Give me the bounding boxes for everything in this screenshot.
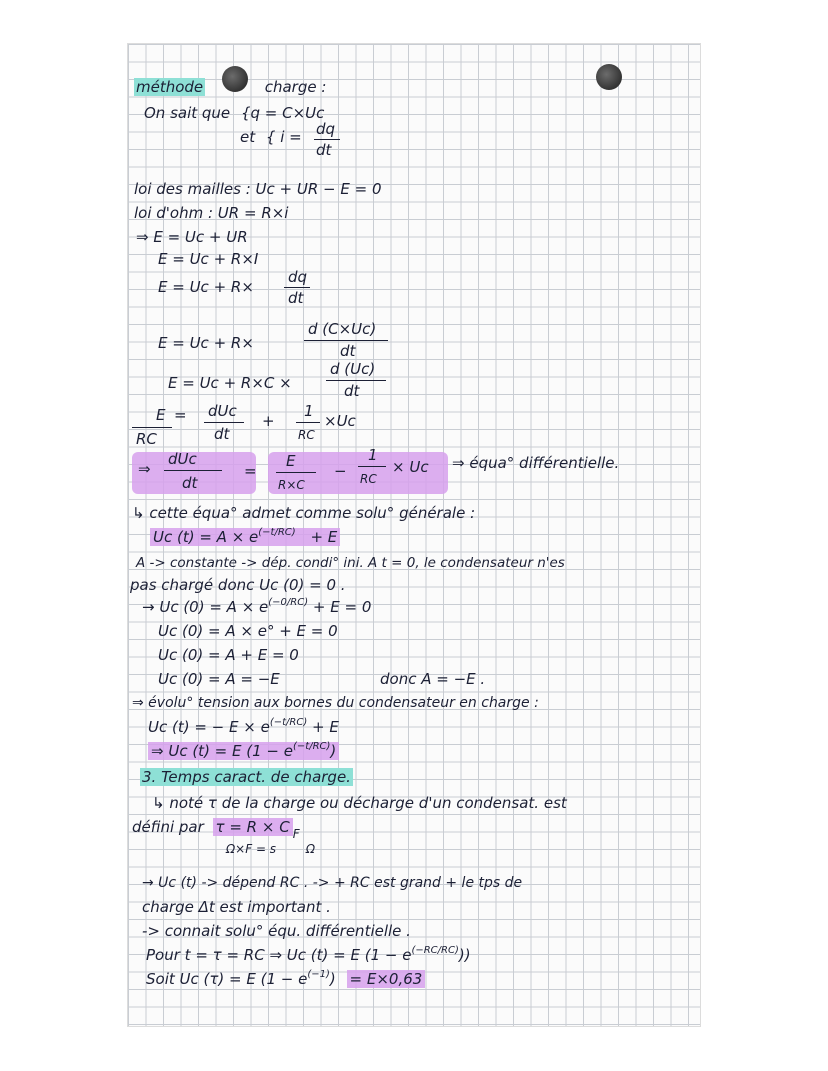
general-solution bbox=[150, 528, 340, 549]
diff-eq-t1-bar bbox=[276, 472, 316, 473]
units-text: Ω×F = s bbox=[226, 842, 277, 856]
solution-tail: + E bbox=[310, 528, 338, 546]
section-3-heading bbox=[140, 768, 353, 786]
step-6-xuc: ×Uc bbox=[324, 412, 356, 430]
step-6-e-bar bbox=[132, 427, 172, 428]
loi-ohm: loi d'ohm : UR = R×i bbox=[134, 204, 289, 222]
uc0-a-exp: (−0/RC) bbox=[268, 597, 309, 608]
diff-eq-minus: − bbox=[334, 462, 347, 480]
uc0-a-tail: + E = 0 bbox=[312, 598, 372, 616]
loi-mailles: loi des mailles : Uc + UR − E = 0 bbox=[134, 180, 382, 198]
title-charge: charge : bbox=[264, 78, 327, 96]
uct-final-exp: (−t/RC) bbox=[293, 741, 331, 752]
defini-line bbox=[132, 818, 300, 841]
uct-final-main: ⇒ Uc (t) = E (1 − e bbox=[151, 742, 293, 760]
step-1: ⇒ E = Uc + UR bbox=[136, 228, 248, 246]
et-text: et bbox=[240, 128, 256, 146]
diff-eq-lhs-bar bbox=[164, 470, 222, 471]
diff-eq-t2-num: 1 bbox=[368, 446, 378, 464]
diff-eq-lhs-den: dt bbox=[182, 474, 198, 492]
step-3: E = Uc + R× bbox=[158, 278, 254, 296]
result-highlight: = E×0,63 bbox=[347, 970, 426, 988]
intro-line-2 bbox=[240, 128, 302, 146]
soit-close: ) bbox=[329, 970, 336, 988]
solution-main: Uc (t) = A × e bbox=[153, 528, 259, 546]
connait-line: -> connait solu° équ. différentielle . bbox=[142, 922, 411, 940]
diff-eq-xuc: × Uc bbox=[392, 458, 429, 476]
section-3-title: 3. Temps caract. de charge. bbox=[142, 768, 351, 786]
q-definition: {q = C×Uc bbox=[240, 104, 325, 122]
step-4: E = Uc + R× bbox=[158, 334, 254, 352]
step-6-one-num: 1 bbox=[304, 402, 314, 420]
units-line bbox=[226, 840, 315, 858]
uc0-line-a bbox=[142, 598, 371, 619]
defini-text: défini par bbox=[132, 818, 204, 836]
diff-eq-label: ⇒ équa° différentielle. bbox=[452, 454, 620, 472]
i-frac-den: dt bbox=[316, 141, 332, 159]
step-4-num: d (C×Uc) bbox=[308, 320, 377, 338]
step-6-e-num: E bbox=[156, 406, 166, 424]
step-3-bar bbox=[284, 287, 310, 288]
step-3-num: dq bbox=[288, 268, 308, 286]
tau-line: ↳ noté τ de la charge ou décharge d'un condensat. est bbox=[152, 794, 567, 812]
depend-line: → Uc (t) -> dépend RC . -> + RC est grand + le tps de bbox=[142, 875, 523, 891]
diff-eq-t2-bar bbox=[358, 466, 386, 467]
pour-close: )) bbox=[458, 946, 471, 964]
soit-main: Soit Uc (τ) = E (1 − e bbox=[146, 970, 308, 988]
uct-exp: (−t/RC) bbox=[269, 717, 308, 728]
step-6-one-den: RC bbox=[298, 428, 315, 442]
step-2: E = Uc + R×I bbox=[158, 250, 259, 268]
evolution-line: ⇒ évolu° tension aux bornes du condensateur en charge : bbox=[132, 695, 539, 711]
step-6-e-den: RC bbox=[136, 430, 157, 448]
uc0-line-c: Uc (0) = A + E = 0 bbox=[158, 646, 299, 664]
uc0-line-b: Uc (0) = A × e° + E = 0 bbox=[158, 622, 338, 640]
uc0-a-main: → Uc (0) = A × e bbox=[142, 598, 269, 616]
uc0-line-d: Uc (0) = A = −E bbox=[158, 670, 280, 688]
uct-tail: + E bbox=[312, 718, 339, 736]
diff-eq-t1-den: R×C bbox=[278, 478, 305, 492]
uct-final-line bbox=[148, 742, 339, 763]
constante-line: A -> constante -> dép. condi° ini. A t = 0, le condensateur n'es bbox=[136, 555, 565, 571]
charge-dt-line: charge Δt est important . bbox=[142, 898, 331, 916]
step-6-duc-num: dUc bbox=[208, 402, 237, 420]
uct-main: Uc (t) = − E × e bbox=[148, 718, 270, 736]
i-frac-num: dq bbox=[316, 120, 336, 138]
diff-eq-t1-num: E bbox=[286, 452, 296, 470]
step-6-duc-bar bbox=[204, 422, 244, 423]
step-4-den: dt bbox=[340, 342, 356, 360]
pour-exp: (−RC/RC) bbox=[411, 945, 459, 956]
diff-eq-arrow: ⇒ bbox=[138, 460, 151, 478]
on-sait-text: On sait que bbox=[144, 104, 231, 122]
header-line bbox=[134, 78, 326, 96]
tau-sub: F bbox=[292, 827, 300, 841]
pour-main: Pour t = τ = RC ⇒ Uc (t) = E (1 − e bbox=[146, 946, 412, 964]
uct-line bbox=[148, 718, 339, 739]
pas-charge-line: pas chargé donc Uc (0) = 0 . bbox=[130, 576, 346, 594]
tau-definition: τ = R × C bbox=[213, 818, 293, 836]
solution-exp: (−t/RC) bbox=[258, 527, 296, 538]
intro-line-1 bbox=[144, 104, 324, 122]
step-6-plus: + bbox=[262, 412, 275, 430]
solution-intro: ↳ cette équa° admet comme solu° générale : bbox=[132, 504, 476, 522]
step-6-eq: = bbox=[174, 406, 187, 424]
step-5-bar bbox=[326, 380, 386, 381]
pour-line bbox=[146, 946, 471, 967]
soit-exp: (−1) bbox=[307, 969, 330, 980]
uct-final-close: ) bbox=[330, 742, 337, 760]
donc-a: donc A = −E . bbox=[380, 670, 486, 688]
diff-eq-t2-den: RC bbox=[360, 472, 377, 486]
step-4-bar bbox=[304, 340, 388, 341]
i-definition: { i = bbox=[265, 128, 302, 146]
i-frac-bar bbox=[314, 139, 340, 140]
diff-eq-eq: = bbox=[244, 462, 257, 480]
methode-label: méthode bbox=[136, 78, 204, 96]
step-5-num: d (Uc) bbox=[330, 360, 376, 378]
diff-eq-lhs-num: dUc bbox=[168, 450, 197, 468]
punch-hole-right bbox=[596, 64, 622, 90]
step-6-duc-den: dt bbox=[214, 425, 230, 443]
step-6-one-bar bbox=[296, 422, 320, 423]
step-3-den: dt bbox=[288, 289, 304, 307]
step-5: E = Uc + R×C × bbox=[168, 374, 292, 392]
notebook-page bbox=[128, 44, 700, 1026]
units-omega: Ω bbox=[305, 842, 316, 856]
soit-line bbox=[146, 970, 425, 991]
step-5-den: dt bbox=[344, 382, 360, 400]
